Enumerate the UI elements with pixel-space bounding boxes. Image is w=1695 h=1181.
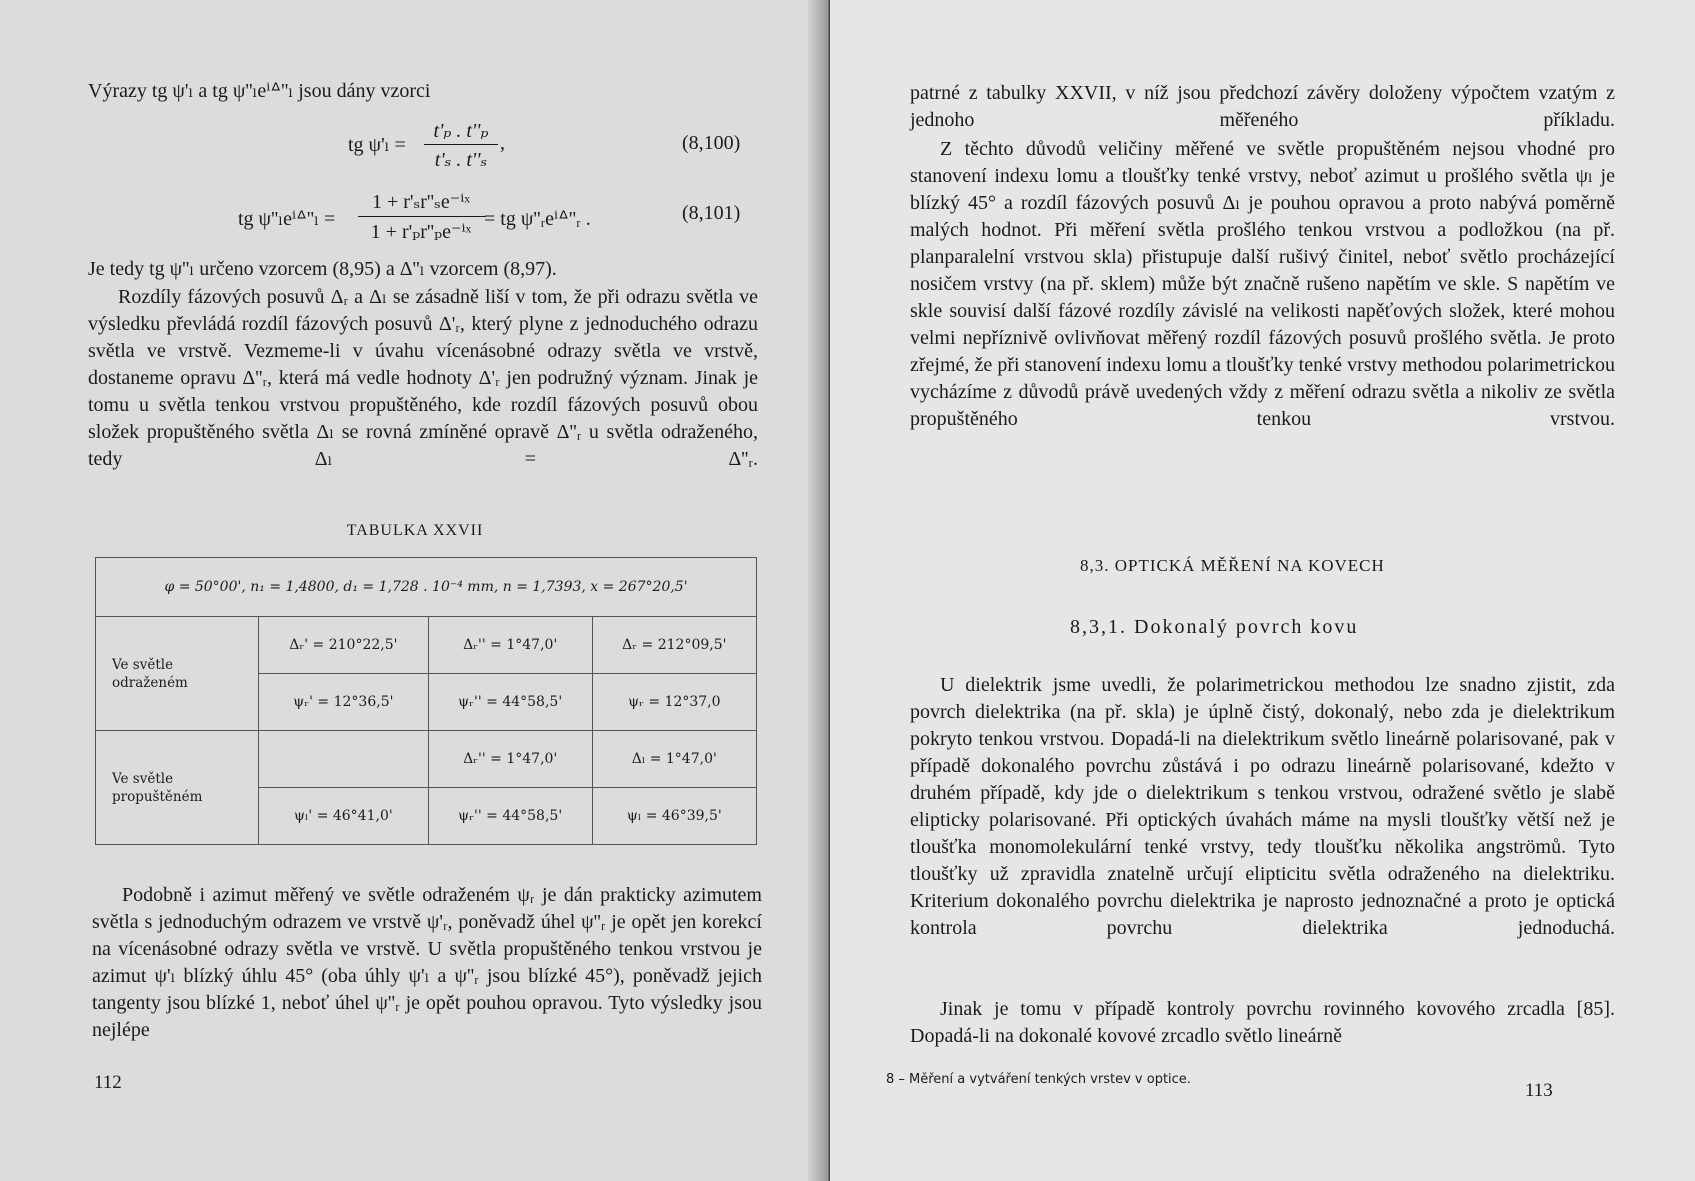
row-label: Ve světle odraženém: [96, 617, 259, 731]
table-cell: Δᵣ' = 210°22,5': [259, 617, 429, 674]
table-caption: TABULKA XXVII: [346, 522, 484, 539]
equation-8-101-lhs: tg ψ''ₗeⁱᐞ''ₗ =: [238, 208, 336, 230]
table-cell: ψₗ' = 46°41,0': [259, 788, 429, 845]
paragraph: Podobně i azimut měřený ve světle odraženém ψᵣ je dán prakticky azimutem světla s jednoduchým odrazem ve vrstvě ψ'ᵣ, poněvadž úhel ψ''ᵣ je opět jen korekcí na vícenásobné odrazy světla ve vrstvě. U světla propuštěného tenkou vrstvou je azimut ψ'ₗ blízký úhlu 45° (oba úhly ψ'ₗ a ψ''ᵣ jsou blízké 45°), poněvadž jejich tangenty jsou blízké 1, neboť úhel ψ''ᵣ je opět pouhou opravou. Tyto výsledky jsou nejlépe: [92, 884, 762, 1041]
table-cell: ψᵣ' = 12°36,5': [259, 674, 429, 731]
table-cell: Δᵣ'' = 1°47,0': [428, 617, 592, 674]
table-cell: ψₗ = 46°39,5': [592, 788, 756, 845]
section-heading: 8,3. OPTICKÁ MĚŘENÍ NA KOVECH: [1080, 556, 1385, 575]
table-header-row: [96, 558, 757, 617]
data-table: [95, 557, 757, 845]
paragraph: patrné z tabulky XXVII, v níž jsou předchozí závěry doloženy výpočtem vzatým z jednoho měřeného příkladu.: [910, 82, 1615, 131]
paragraph: Rozdíly fázových posuvů Δᵣ a Δₗ se zásadně liší v tom, že při odrazu světla ve výsledku převládá rozdíl fázových posuvů Δ'ᵣ, který plyne z jednoduchého odrazu světla ve vrstvě. Vezmeme-li v úvahu vícenásobné odrazy světla ve vrstvě, dostaneme opravu Δ''ᵣ, která má vedle hodnoty Δ'ᵣ jen podružný význam. Jinak je tomu u světla tenkou vrstvou propuštěného, kde rozdíl fázových posuvů obou složek propuštěného světla Δₗ se rovná zmíněné opravě Δ''ᵣ u světla odraženého, tedy Δₗ = Δ''ᵣ.: [88, 286, 758, 470]
equation-8-101-number: (8,101): [682, 202, 741, 224]
equation-8-100-number: (8,100): [682, 132, 741, 154]
equation-8-100-denominator: t'ₛ . t''ₛ: [434, 149, 488, 171]
footnote: 8 – Měření a vytváření tenkých vrstev v optice.: [886, 1072, 1191, 1087]
table-cell: Δᵣ'' = 1°47,0': [428, 731, 592, 788]
paragraph: U dielektrik jsme uvedli, že polarimetrickou methodou lze snadno zjistit, zda povrch dielektrika (na př. skla) je úplně čistý, dokonalý, nebo zda je dielektrikum pokryto tenkou vrstvou. Dopadá-li na dielektrikum světlo lineárně polarisované, pak v případě dokonalého povrchu zůstává i po odrazu lineárně polarisované, kdežto v druhém případě, kdy jde o dielektrikum s tenkou vrstvou, odražené světlo je slabě elipticky polarisované. Při optických úvahách máme na mysli tloušťky větší než je tloušťka monomolekulární tenké vrstvy, tedy tloušťku několika angströmů. Tyto tloušťky už zpravidla znatelně určují elipticitu světla odraženého na dielektriku. Kriterium dokonalého povrchu dielektrika je naprosto jednoznačné a proto je optická kontrola povrchu dielektrika jednoduchá.: [910, 674, 1615, 939]
page-number: 113: [1525, 1080, 1553, 1101]
table-cell: [259, 731, 429, 788]
equation-8-100-lhs: tg ψ'ₗ =: [348, 134, 406, 156]
equation-8-101-rhs: = tg ψ''ᵣeⁱᐞ''ᵣ .: [484, 208, 591, 230]
table-cell: ψᵣ'' = 44°58,5': [428, 788, 592, 845]
subsection-heading: 8,3,1. Dokonalý povrch kovu: [1070, 616, 1359, 638]
table-row: [96, 731, 757, 788]
table-cell: Δₗ = 1°47,0': [592, 731, 756, 788]
page-number: 112: [94, 1072, 122, 1093]
table-cell: ψᵣ'' = 44°58,5': [428, 674, 592, 731]
equation-8-100-fraction-bar: [424, 144, 498, 145]
row-label: Ve světle propuštěném: [96, 731, 259, 845]
table-cell: Δᵣ = 212°09,5': [592, 617, 756, 674]
equation-8-100-tail: ,: [500, 132, 505, 154]
equation-8-101-numerator: 1 + r'ₛr''ₛe⁻ⁱˣ: [371, 191, 471, 213]
paragraph: Jinak je tomu v případě kontroly povrchu rovinného kovového zrcadla [85]. Dopadá-li na dokonalé kovové zrcadlo světlo lineárně: [910, 998, 1615, 1047]
left-page: [0, 0, 830, 1181]
right-page: [830, 0, 1695, 1181]
equation-8-101-fraction-bar: [358, 216, 486, 217]
paragraph: Je tedy tg ψ''ₗ určeno vzorcem (8,95) a Δ''ₗ vzorcem (8,97).: [88, 258, 557, 280]
table-header-cell: φ = 50°00', n₁ = 1,4800, d₁ = 1,728 . 10⁻⁴ mm, n = 1,7393, x = 267°20,5': [96, 558, 757, 617]
intro-line: Výrazy tg ψ'ₗ a tg ψ''ₗeⁱᐞ''ₗ jsou dány vzorci: [88, 80, 431, 102]
equation-8-100-numerator: t'ₚ . t''ₚ: [433, 120, 489, 142]
table-row: [96, 617, 757, 674]
paragraph: Z těchto důvodů veličiny měřené ve světle propuštěném nejsou vhodné pro stanovení indexu lomu a tloušťky tenké vrstvy, neboť azimut u prošlého světla ψₗ je blízký 45° a rozdíl fázových posuvů Δₗ je pouhou opravou a proto nabývá poměrně malých hodnot. Při měření světla prošlého tenkou vrstvou a podložkou (na př. planparalelní vrstvou skla) přistupuje další rušivý činitel, neboť světlo procházející nosičem vrstvy (na př. sklem) může být značně rušeno napětím ve skle. S napětím ve skle souvisí další fázové rozdíly závislé na velikosti napěťových složek, které mohou velmi nepříznivě ovlivňovat měřený rozdíl fázových posuvů prošlého světla. Je proto zřejmé, že při stanovení indexu lomu a tloušťky tenké vrstvy methodou polarimetrickou vycházíme z důvodů právě uvedených vždy z měření odrazu světla a nikoliv ze světla propuštěného tenkou vrstvou.: [910, 138, 1615, 430]
table-cell: ψᵣ = 12°37,0: [592, 674, 756, 731]
equation-8-101-denominator: 1 + r'ₚr''ₚe⁻ⁱˣ: [370, 221, 472, 243]
